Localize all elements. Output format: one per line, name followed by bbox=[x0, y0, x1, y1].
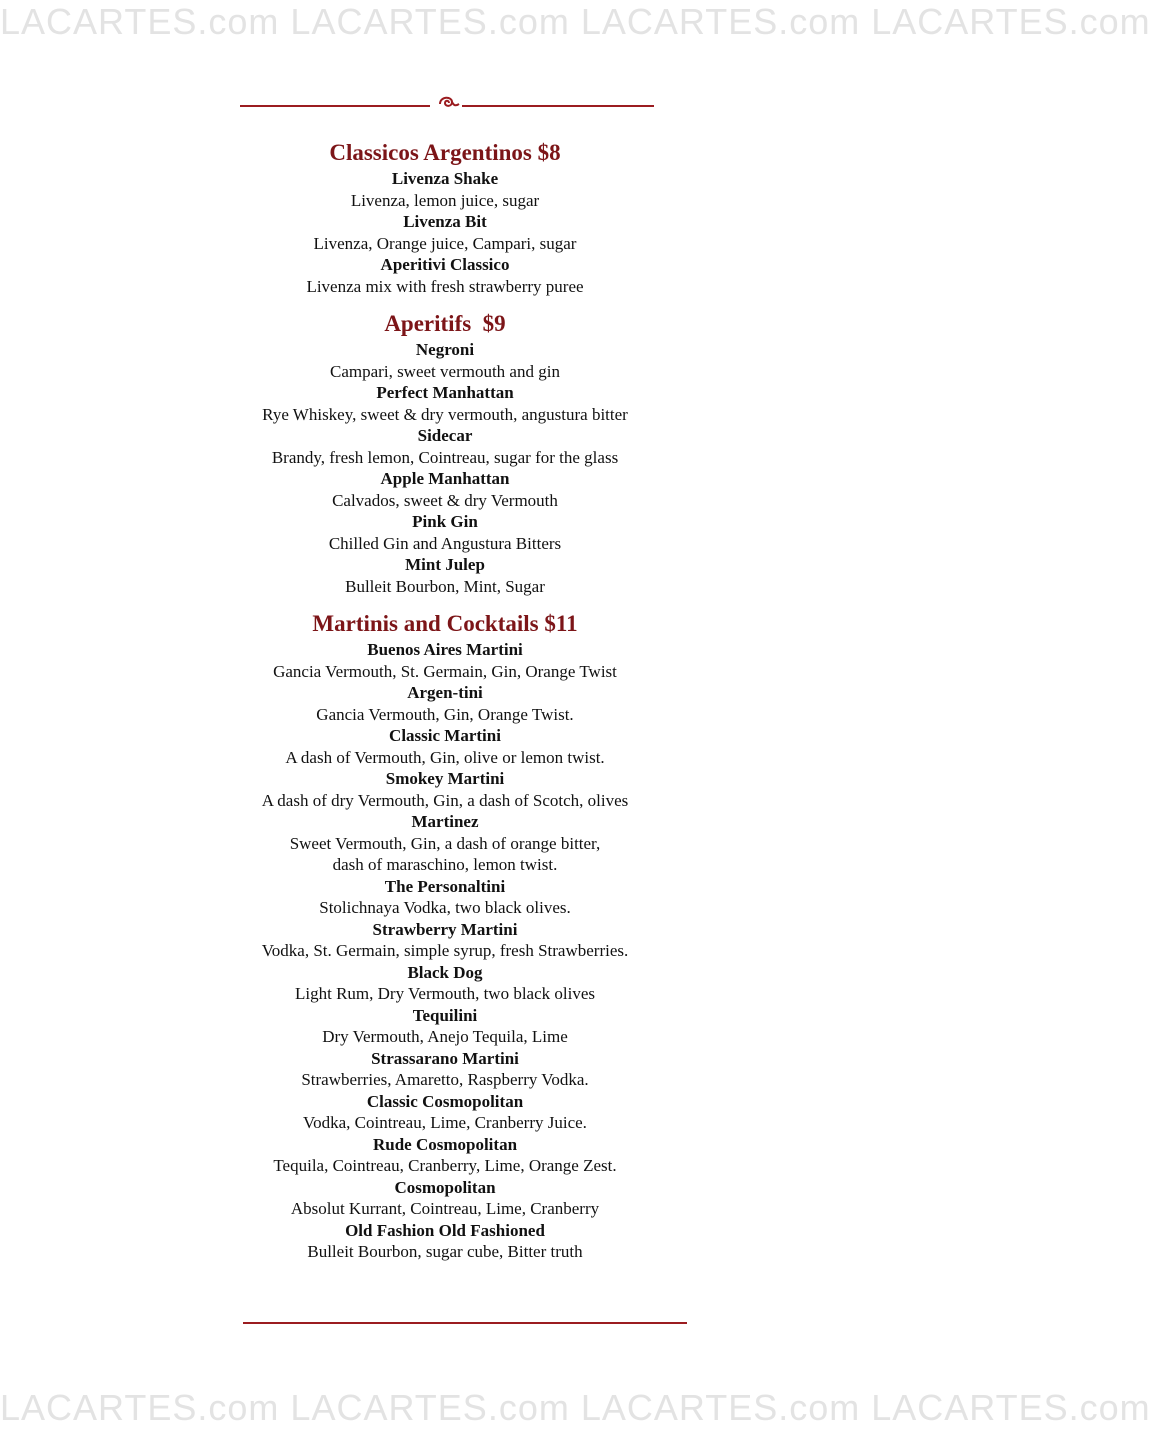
menu-item-name: Cosmopolitan bbox=[394, 1177, 496, 1197]
section-title: Aperitifs $9 bbox=[384, 311, 506, 336]
menu-item-name: Classic Cosmopolitan bbox=[366, 1091, 524, 1111]
menu-item-name: Apple Manhattan bbox=[380, 469, 510, 488]
menu-item-description: A dash of Vermouth, Gin, olive or lemon twist. bbox=[285, 747, 605, 767]
menu-item-name: Strassarano Martini bbox=[371, 1048, 519, 1068]
menu-item-name: Old Fashion Old Fashioned bbox=[345, 1220, 545, 1240]
menu-item-description: Vodka, St. Germain, simple syrup, fresh Strawberries. bbox=[261, 941, 629, 960]
section-title: Classicos Argentinos $8 bbox=[329, 140, 561, 165]
menu-item-description: Dry Vermouth, Anejo Tequila, Lime bbox=[322, 1027, 568, 1046]
drinks-menu bbox=[170, 138, 720, 1275]
menu-item-name: Argen-tini bbox=[407, 683, 483, 702]
divider-bottom bbox=[243, 1322, 687, 1324]
watermark-bottom: LACARTES.com LACARTES.com LACARTES.com LACARTES.com bbox=[0, 1387, 1151, 1428]
menu-item-name: Livenza Bit bbox=[403, 212, 487, 231]
menu-item-description: Livenza mix with fresh strawberry puree bbox=[306, 276, 584, 296]
section-martinis bbox=[170, 609, 720, 1263]
menu-item-name: Tequilini bbox=[412, 1005, 478, 1025]
swirl-ornament-icon bbox=[440, 98, 459, 106]
menu-item-name: Livenza Shake bbox=[391, 169, 499, 188]
menu-item-description: Calvados, sweet & dry Vermouth bbox=[332, 490, 558, 510]
menu-item-name: Perfect Manhattan bbox=[376, 383, 514, 402]
menu-item-name: Black Dog bbox=[407, 962, 483, 982]
section-title: Martinis and Cocktails $11 bbox=[312, 611, 578, 636]
menu-item-name: Pink Gin bbox=[412, 512, 478, 531]
menu-item-description: A dash of dry Vermouth, Gin, a dash of Scotch, olives bbox=[261, 790, 629, 810]
menu-item-description: Bulleit Bourbon, sugar cube, Bitter truth bbox=[307, 1242, 583, 1261]
menu-item-name: Classic Martini bbox=[389, 726, 501, 745]
menu-item-description: Tequila, Cointreau, Cranberry, Lime, Orange Zest. bbox=[273, 1156, 617, 1175]
menu-item-name: Martinez bbox=[411, 812, 479, 831]
menu-item-description: Vodka, Cointreau, Lime, Cranberry Juice. bbox=[303, 1113, 587, 1132]
menu-item-description: dash of maraschino, lemon twist. bbox=[332, 855, 558, 874]
menu-item-name: Strawberry Martini bbox=[372, 919, 518, 939]
menu-item-name: Sidecar bbox=[417, 426, 473, 445]
menu-item-name: Negroni bbox=[415, 340, 475, 359]
menu-item-description: Sweet Vermouth, Gin, a dash of orange bitter, bbox=[289, 833, 601, 853]
menu-item-name: Mint Julep bbox=[405, 555, 485, 574]
menu-item-name: Buenos Aires Martini bbox=[367, 640, 523, 659]
menu-item-description: Chilled Gin and Angustura Bitters bbox=[328, 533, 562, 553]
menu-item-description: Stolichnaya Vodka, two black olives. bbox=[319, 898, 571, 917]
ornament-divider-top bbox=[240, 88, 654, 112]
menu-item-description: Livenza, Orange juice, Campari, sugar bbox=[313, 233, 577, 253]
menu-item-description: Absolut Kurrant, Cointreau, Lime, Cranberry bbox=[290, 1199, 600, 1218]
menu-item-description: Gancia Vermouth, Gin, Orange Twist. bbox=[316, 704, 574, 724]
section-classicos bbox=[170, 138, 720, 297]
menu-item-name: Aperitivi Classico bbox=[380, 255, 510, 274]
menu-item-name: Smokey Martini bbox=[385, 769, 505, 788]
menu-item-description: Campari, sweet vermouth and gin bbox=[330, 361, 560, 381]
menu-item-name: The Personaltini bbox=[384, 876, 506, 896]
menu-item-description: Light Rum, Dry Vermouth, two black olives bbox=[295, 984, 595, 1003]
menu-item-description: Gancia Vermouth, St. Germain, Gin, Orange Twist bbox=[273, 661, 617, 681]
menu-item-description: Brandy, fresh lemon, Cointreau, sugar for the glass bbox=[271, 447, 619, 467]
menu-item-description: Livenza, lemon juice, sugar bbox=[350, 190, 540, 210]
watermark-top: LACARTES.com LACARTES.com LACARTES.com LACARTES.com bbox=[0, 1, 1151, 42]
menu-item-description: Bulleit Bourbon, Mint, Sugar bbox=[345, 576, 545, 596]
menu-item-description: Rye Whiskey, sweet & dry vermouth, angustura bitter bbox=[262, 404, 628, 424]
menu-item-description: Strawberries, Amaretto, Raspberry Vodka. bbox=[301, 1070, 589, 1089]
section-aperitifs bbox=[170, 309, 720, 597]
menu-item-name: Rude Cosmopolitan bbox=[372, 1134, 518, 1154]
